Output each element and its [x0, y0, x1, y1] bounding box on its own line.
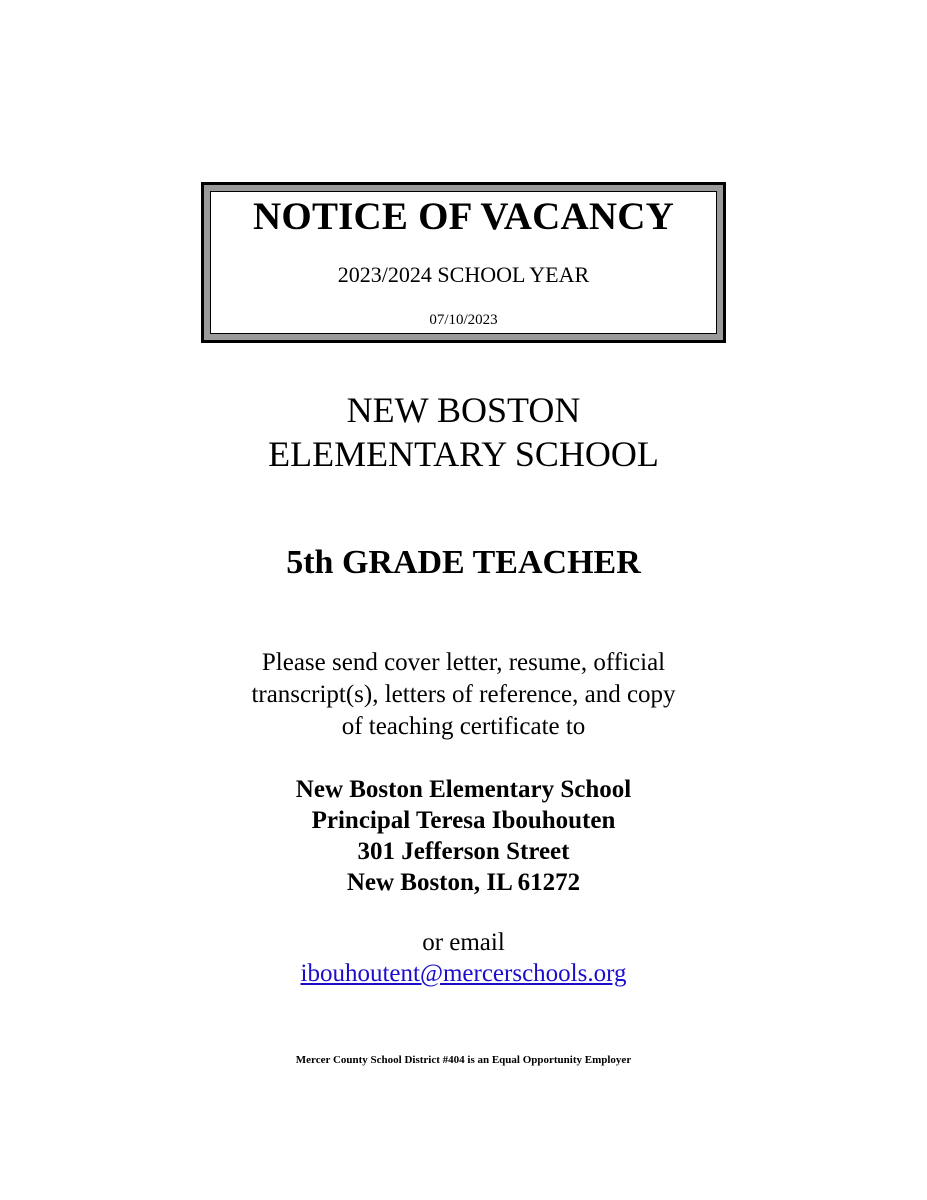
- school-name-line1: NEW BOSTON: [346, 390, 581, 430]
- address-line1: New Boston Elementary School: [295, 776, 632, 803]
- notice-date: 07/10/2023: [429, 312, 498, 328]
- mailing-address: [0, 774, 927, 898]
- notice-title: NOTICE OF VACANCY: [253, 195, 674, 238]
- footer-text: Mercer County School District #404 is an Equal Opportunity Employer: [295, 1054, 632, 1066]
- instructions-line3: of teaching certificate to: [341, 713, 586, 740]
- instructions-line1: Please send cover letter, resume, official: [261, 649, 666, 676]
- position-title: 5th GRADE TEACHER: [286, 544, 641, 581]
- address-line3: 301 Jefferson Street: [357, 838, 570, 865]
- email-container: [0, 960, 927, 988]
- school-year: 2023/2024 SCHOOL YEAR: [337, 262, 590, 287]
- school-name-line2: ELEMENTARY SCHOOL: [268, 434, 659, 474]
- school-name: [0, 388, 927, 476]
- address-line4: New Boston, IL 61272: [346, 869, 581, 896]
- instructions-line2: transcript(s), letters of reference, and copy: [251, 681, 676, 708]
- email-link[interactable]: ibouhoutent@mercerschools.org: [300, 960, 627, 987]
- application-instructions: [0, 647, 927, 743]
- address-line2: Principal Teresa Ibouhouten: [311, 807, 616, 834]
- or-email-text: or email: [422, 929, 505, 956]
